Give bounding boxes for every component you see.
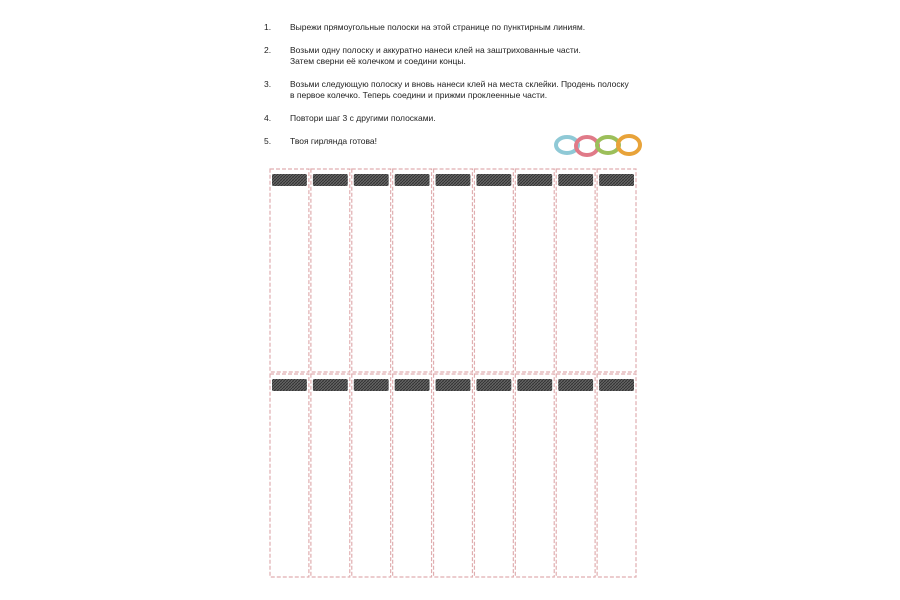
instruction-step-2	[264, 45, 624, 67]
step-line: Затем сверни её колечком и соедини концы.	[290, 56, 466, 66]
cutout-strip	[352, 374, 391, 577]
step-number: 4.	[264, 113, 272, 123]
cutout-strip	[556, 169, 595, 372]
glue-area	[354, 379, 389, 391]
step-line: Возьми следующую полоску и вновь нанеси клей на места склейки. Продень полоску	[290, 79, 629, 89]
dashed-cut-line	[434, 374, 473, 577]
glue-area	[476, 379, 511, 391]
glue-area	[436, 379, 471, 391]
cutout-strip	[515, 169, 554, 372]
cutout-strip	[352, 169, 391, 372]
cutout-strip	[393, 169, 432, 372]
dashed-cut-line	[393, 374, 432, 577]
dashed-cut-line	[556, 169, 595, 372]
cutout-strip	[597, 169, 636, 372]
dashed-cut-line	[434, 169, 473, 372]
paper-chain-garland-icon	[553, 130, 645, 160]
dashed-cut-line	[597, 374, 636, 577]
glue-area	[558, 379, 593, 391]
glue-area	[558, 174, 593, 186]
dashed-cut-line	[311, 374, 350, 577]
glue-area	[599, 174, 634, 186]
cutout-strip	[474, 169, 513, 372]
dashed-cut-line	[311, 169, 350, 372]
cutout-strip	[393, 374, 432, 577]
cutout-strip	[515, 374, 554, 577]
dashed-cut-line	[556, 374, 595, 577]
dashed-cut-line	[515, 374, 554, 577]
glue-area	[313, 379, 348, 391]
cutout-strip	[270, 169, 309, 372]
glue-area	[517, 379, 552, 391]
chain-link-green	[597, 137, 619, 153]
dashed-cut-line	[393, 169, 432, 372]
glue-area	[599, 379, 634, 391]
glue-area	[272, 174, 307, 186]
step-line: Вырежи прямоугольные полоски на этой странице по пунктирным линиям.	[290, 22, 586, 32]
cutout-strip	[270, 374, 309, 577]
step-line: Возьми одну полоску и аккуратно нанеси клей на заштрихованные части.	[290, 45, 581, 55]
dashed-cut-line	[515, 169, 554, 372]
dashed-cut-line	[270, 169, 309, 372]
dashed-cut-line	[474, 374, 513, 577]
dashed-cut-line	[270, 374, 309, 577]
dashed-cut-line	[474, 169, 513, 372]
cutout-strips-sheet	[269, 168, 637, 578]
step-text	[290, 79, 629, 101]
glue-area	[476, 174, 511, 186]
step-number: 5.	[264, 136, 272, 146]
glue-area	[395, 379, 430, 391]
glue-area	[517, 174, 552, 186]
cutout-strips-grid	[269, 168, 637, 578]
step-line: Повтори шаг 3 с другими полосками.	[290, 113, 436, 123]
glue-area	[313, 174, 348, 186]
step-text	[290, 22, 624, 33]
dashed-cut-line	[597, 169, 636, 372]
step-number: 3.	[264, 79, 272, 89]
step-number: 1.	[264, 22, 272, 32]
dashed-cut-line	[352, 169, 391, 372]
step-line: Твоя гирлянда готова!	[290, 136, 378, 146]
glue-area	[354, 174, 389, 186]
cutout-strip	[556, 374, 595, 577]
step-text	[290, 45, 624, 67]
glue-area	[272, 379, 307, 391]
instruction-step-3	[264, 79, 629, 101]
cutout-strip	[434, 374, 473, 577]
glue-area	[436, 174, 471, 186]
cutout-strip	[311, 374, 350, 577]
glue-area	[395, 174, 430, 186]
instruction-step-4	[264, 113, 624, 124]
cutout-strip	[311, 169, 350, 372]
dashed-cut-line	[352, 374, 391, 577]
chain-link-orange	[618, 136, 640, 154]
step-text	[290, 113, 624, 124]
instruction-step-1	[264, 22, 624, 33]
step-number: 2.	[264, 45, 272, 55]
cutout-strip	[597, 374, 636, 577]
cutout-strip	[474, 374, 513, 577]
cutout-strip	[434, 169, 473, 372]
step-line: в первое колечко. Теперь соедини и прижми проклеенные части.	[290, 90, 548, 100]
